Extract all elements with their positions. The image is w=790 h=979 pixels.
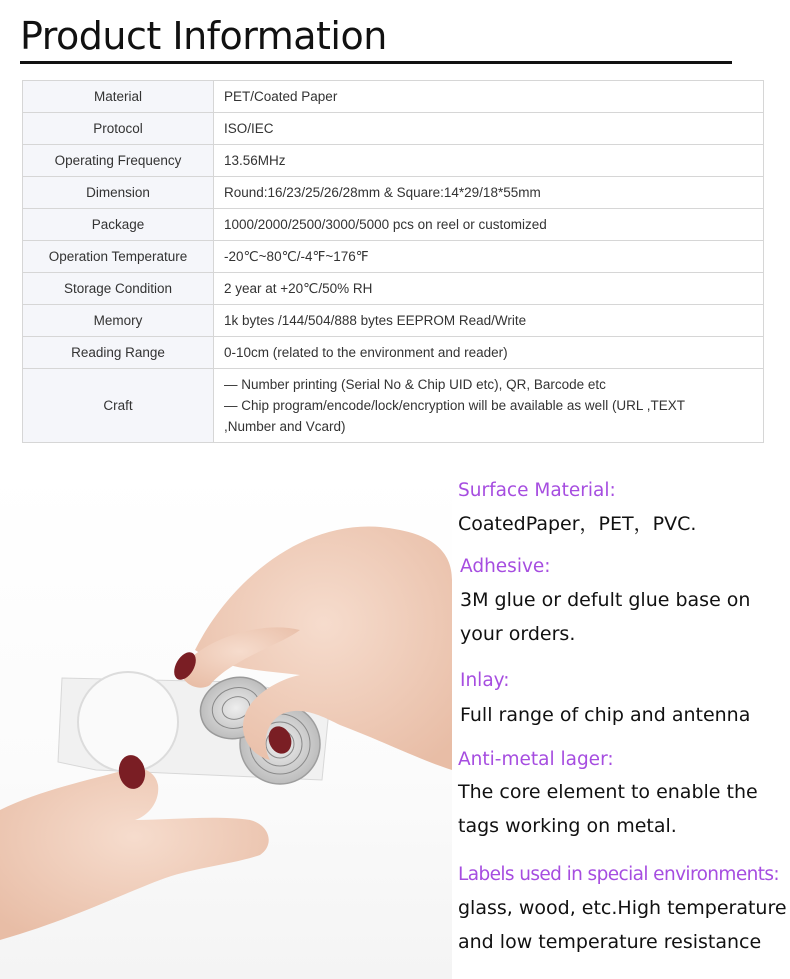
spec-value — [214, 113, 764, 145]
feature-text: and low temperature resistance — [458, 931, 762, 953]
spec-key: Material — [23, 81, 214, 113]
feature-heading: Anti-metal lager: — [458, 749, 614, 770]
spec-value — [214, 273, 764, 305]
spec-value-line: 2 year at +20℃/50% RH — [224, 281, 373, 296]
table-row — [23, 273, 764, 305]
spec-value-line: ,Number and Vcard) — [224, 419, 346, 434]
table-row — [23, 81, 764, 113]
spec-value-line: 1k bytes /144/504/888 bytes EEPROM Read/Write — [224, 313, 527, 328]
feature-text: Full range of chip and antenna — [460, 704, 751, 726]
spec-value-line: 1000/2000/2500/3000/5000 pcs on reel or customized — [224, 217, 547, 232]
table-row — [23, 113, 764, 145]
feature-text: The core element to enable the — [458, 781, 758, 803]
table-row — [23, 209, 764, 241]
spec-value — [214, 369, 764, 443]
spec-key: Memory — [23, 305, 214, 337]
spec-value — [214, 305, 764, 337]
feature-text: 3M glue or defult glue base on — [460, 589, 751, 611]
spec-value-line: Round:16/23/25/26/28mm & Square:14*29/18*55mm — [224, 185, 541, 200]
feature-text: tags working on metal. — [458, 815, 677, 837]
spec-value — [214, 337, 764, 369]
spec-value — [214, 209, 764, 241]
table-row — [23, 305, 764, 337]
left-hand — [0, 753, 269, 940]
spec-key: Dimension — [23, 177, 214, 209]
table-row — [23, 369, 764, 443]
spec-key: Protocol — [23, 113, 214, 145]
product-photo — [0, 470, 452, 979]
feature-heading: Adhesive: — [460, 556, 551, 577]
feature-text: CoatedPaper，PET，PVC. — [458, 513, 697, 535]
spec-value — [214, 81, 764, 113]
spec-key: Reading Range — [23, 337, 214, 369]
title-underline — [20, 61, 732, 64]
page-title: Product Information — [20, 14, 387, 58]
spec-value-line: — Number printing (Serial No & Chip UID etc), QR, Barcode etc — [224, 377, 606, 392]
spec-value-line: 13.56MHz — [224, 153, 286, 168]
table-row — [23, 241, 764, 273]
spec-value — [214, 145, 764, 177]
feature-heading: Surface Material: — [458, 480, 616, 501]
feature-heading: Inlay: — [460, 670, 510, 691]
spec-key: Craft — [23, 369, 214, 443]
spec-value — [214, 241, 764, 273]
spec-table — [22, 80, 764, 443]
spec-value-line: 0-10cm (related to the environment and reader) — [224, 345, 508, 360]
feature-text: glass, wood, etc.High temperature — [458, 897, 787, 919]
table-row — [23, 177, 764, 209]
spec-key: Operating Frequency — [23, 145, 214, 177]
spec-key: Package — [23, 209, 214, 241]
spec-value-line: ISO/IEC — [224, 121, 274, 136]
spec-value-line: -20℃~80℃/-4℉~176℉ — [224, 249, 369, 264]
spec-key: Operation Temperature — [23, 241, 214, 273]
hands-peeling-nfc-tag-illustration — [0, 470, 452, 979]
spec-key: Storage Condition — [23, 273, 214, 305]
spec-value — [214, 177, 764, 209]
feature-text: your orders. — [460, 623, 576, 645]
spec-value-line: PET/Coated Paper — [224, 89, 338, 104]
feature-heading: Labels used in special environments: — [458, 864, 780, 885]
table-row — [23, 337, 764, 369]
spec-value-line: — Chip program/encode/lock/encryption will be available as well (URL ,TEXT — [224, 398, 685, 413]
table-row — [23, 145, 764, 177]
